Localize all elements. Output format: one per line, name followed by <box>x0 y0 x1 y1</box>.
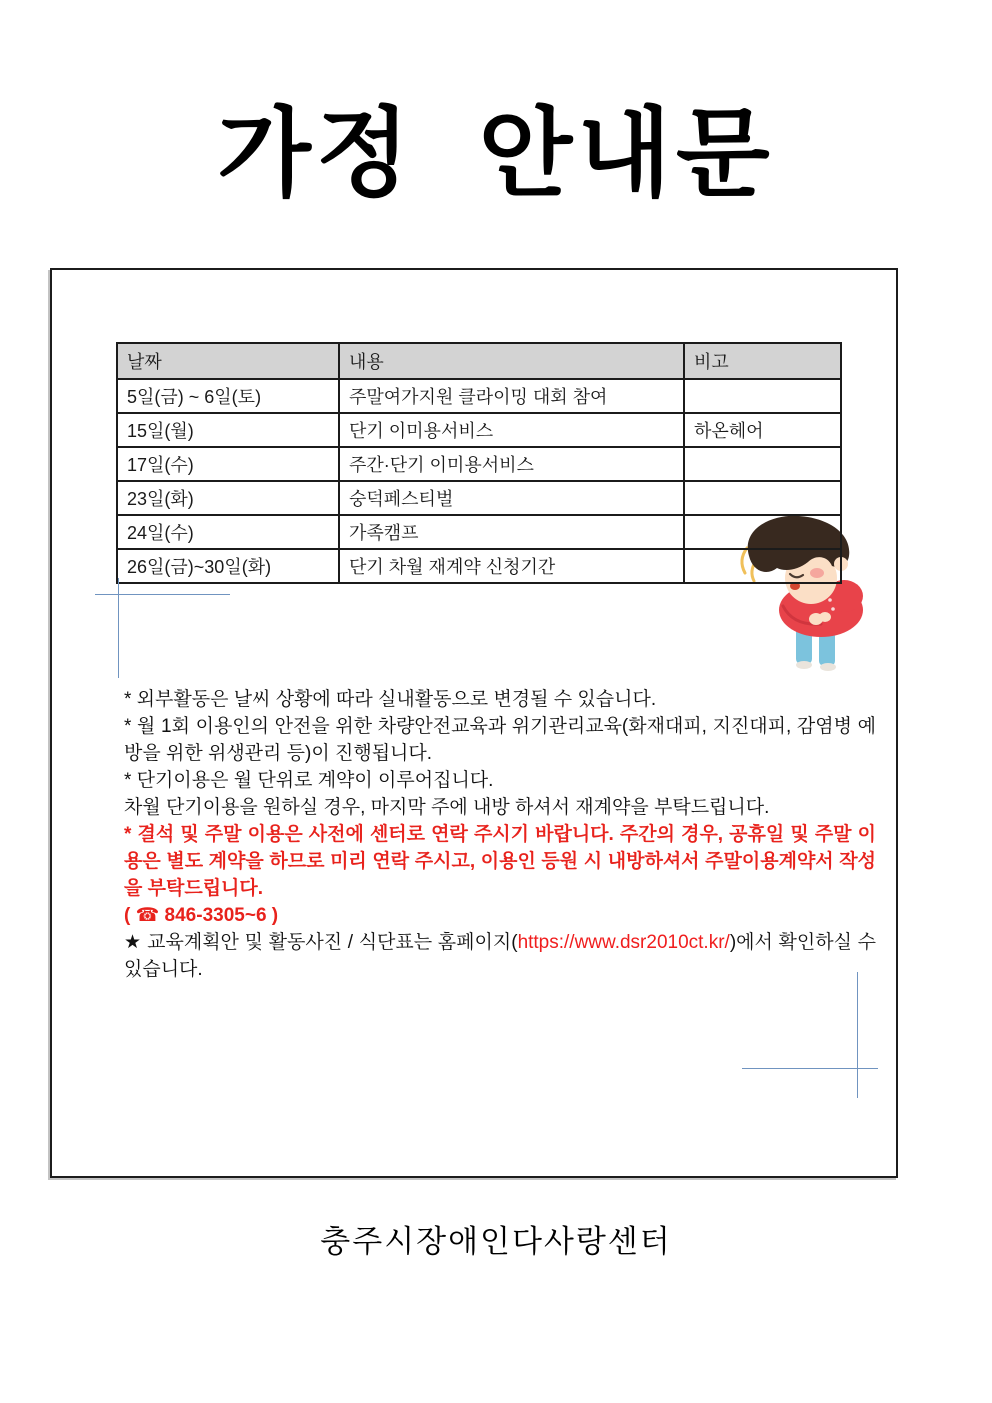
cell-content: 주간·단기 이미용서비스 <box>339 447 684 481</box>
cell-date: 17일(수) <box>117 447 339 481</box>
table-row <box>117 515 841 549</box>
note-safety-education: * 월 1회 이용인의 안전을 위한 차량안전교육과 위기관리교육(화재대피, 지진대피, 감염병 예방을 위한 위생관리 등)이 진행됩니다. <box>124 716 876 764</box>
cell-content: 단기 차월 재계약 신청기간 <box>339 549 684 583</box>
cell-content: 숭덕페스티벌 <box>339 481 684 515</box>
cell-content: 주말여가지원 클라이밍 대회 참여 <box>339 379 684 413</box>
table-row <box>117 481 841 515</box>
cell-date: 23일(화) <box>117 481 339 515</box>
cell-date: 26일(금)~30일(화) <box>117 549 339 583</box>
cell-note <box>684 379 841 413</box>
cell-note <box>684 481 841 515</box>
guide-mark-left-horizontal <box>95 594 230 595</box>
cell-note <box>684 515 841 549</box>
schedule-table <box>116 342 842 584</box>
homepage-text-suffix: )에서 확인하실 수 있습니다. <box>124 932 876 980</box>
organization-name: 충주시장애인다사랑센터 <box>320 1224 672 1259</box>
notes-section <box>124 686 876 983</box>
column-header-date: 날짜 <box>117 343 339 379</box>
note-homepage <box>124 929 876 983</box>
page-title: 가정 안내문 <box>217 99 775 208</box>
cell-note <box>684 549 841 583</box>
table-header-row <box>117 343 841 379</box>
guide-mark-left-vertical <box>118 578 119 678</box>
cell-date: 5일(금) ~ 6일(토) <box>117 379 339 413</box>
cell-content: 가족캠프 <box>339 515 684 549</box>
column-header-content: 내용 <box>339 343 684 379</box>
homepage-text-prefix: ★ 교육계획안 및 활동사진 / 식단표는 홈페이지( <box>124 932 518 953</box>
cell-date: 24일(수) <box>117 515 339 549</box>
table-row <box>117 379 841 413</box>
guide-mark-right-vertical <box>857 972 858 1098</box>
phone-number: ( ☎ 846-3305~6 ) <box>124 905 279 926</box>
note-absence-weekend: * 결석 및 주말 이용은 사전에 센터로 연락 주시기 바랍니다. 주간의 경우, 공휴일 및 주말 이용은 별도 계약을 하므로 미리 연락 주시고, 이용인 등원 시 내방하셔서 주말이용계약서 작성을 부탁드립니다. <box>124 824 876 899</box>
cell-content: 단기 이미용서비스 <box>339 413 684 447</box>
note-monthly-contract: * 단기이용은 월 단위로 계약이 이루어집니다. <box>124 770 494 791</box>
note-outdoor-activity: * 외부활동은 날씨 상황에 따라 실내활동으로 변경될 수 있습니다. <box>124 689 657 710</box>
table-row <box>117 413 841 447</box>
cell-note <box>684 447 841 481</box>
homepage-link[interactable]: https://www.dsr2010ct.kr/ <box>517 932 730 953</box>
table-row <box>117 549 841 583</box>
column-header-note: 비고 <box>684 343 841 379</box>
cell-note: 하온헤어 <box>684 413 841 447</box>
note-recontract-visit: 차월 단기이용을 원하실 경우, 마지막 주에 내방 하셔서 재계약을 부탁드립니다. <box>124 797 770 818</box>
table-row <box>117 447 841 481</box>
cell-date: 15일(월) <box>117 413 339 447</box>
